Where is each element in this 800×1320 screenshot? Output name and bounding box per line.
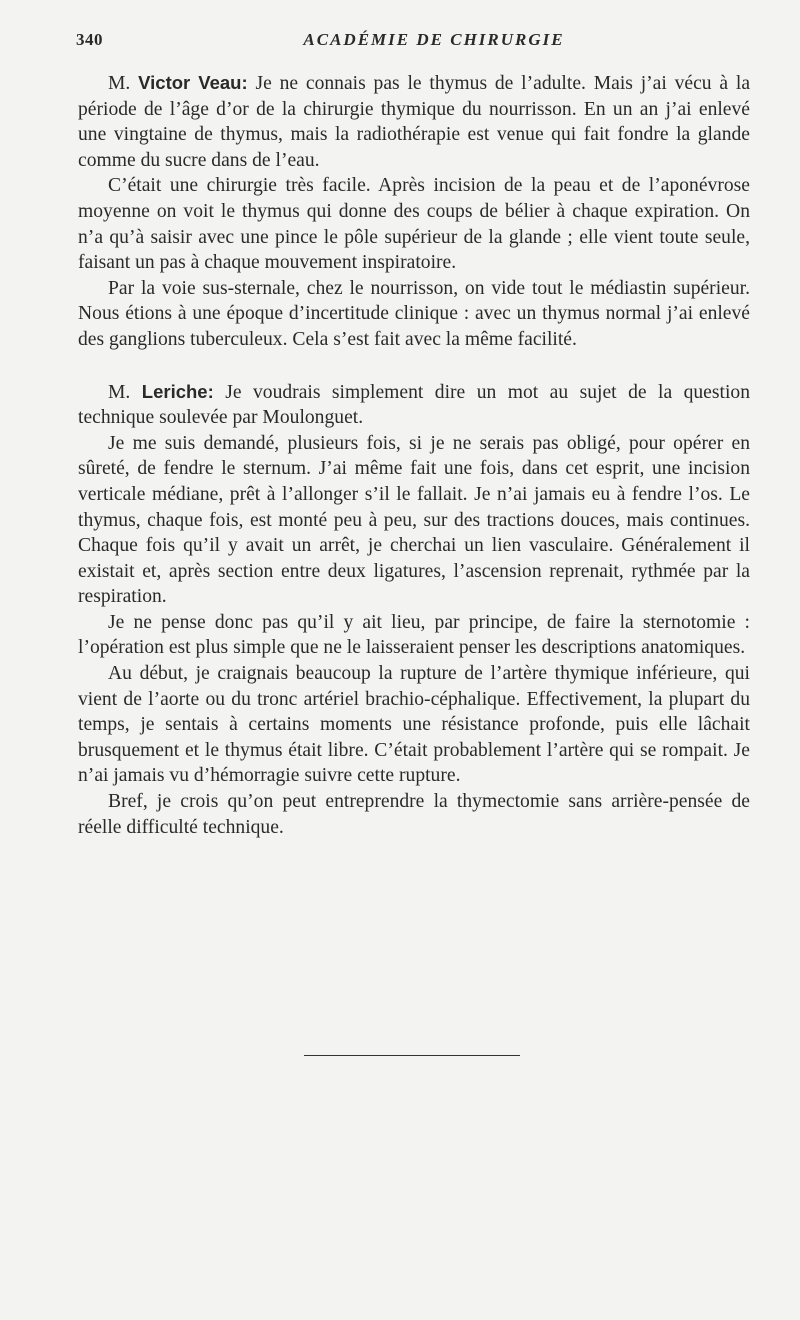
page-number: 340 xyxy=(76,30,103,49)
paragraph: Je me suis demandé, plusieurs fois, si je ne serais pas obligé, pour opérer en sûreté, de fendre le sternum. J’ai même fait une fois, dans cet esprit, une incision verticale médiane, prêt à l’allonger s’il le fallait. Je n’ai jamais eu à fendre l’os. Le thymus, chaque fois, est monté peu à peu, sur des tractions douces, mais continues. Chaque fois qu’il y avait un arrêt, je cherchai un lien vasculaire. Généralement il existait et, après section entre deux ligatures, l’ascension reprenait, rythmée par la respiration. xyxy=(78,432,750,608)
page-header xyxy=(78,30,750,54)
paragraph: Au début, je craignais beaucoup la rupture de l’artère thymique inférieure, qui vient de l’aorte ou du tronc artériel brachio-céphalique. Effectivement, la plupart du temps, je sentais à certains moments une résistance profonde, puis elle lâchait brusquement et le thymus était libre. C’était probablement l’artère qui se rompait. Je n’ai jamais vu d’hémorragie suivre cette rupture. xyxy=(78,663,750,787)
paragraph-text: Je voudrais simplement dire un mot au sujet de la question technique soulevée par Moulonguet. xyxy=(78,381,750,429)
end-rule xyxy=(304,1055,520,1056)
speaker-name: Leriche xyxy=(141,380,208,402)
paragraph: Je ne pense donc pas qu’il y ait lieu, par principe, de faire la sternotomie : l’opération est plus simple que ne le laisseraient penser les descriptions anatomiques. xyxy=(78,611,750,659)
paragraph: M. Victor Veau: Je ne connais pas le thymus de l’adulte. Mais j’ai vécu à la période de l’âge d’or de la chirurgie thymique du nourrisson. En un an j’ai enlevé une vingtaine de thymus, mais la radiothérapie est venue qui fait fondre la glande comme du sucre dans de l’eau. xyxy=(78,72,751,171)
running-title: ACADÉMIE DE CHIRURGIE xyxy=(303,30,565,49)
paragraph: C’était une chirurgie très facile. Après incision de la peau et de l’aponévrose moyenne on voit le thymus qui donne des coups de bélier à chaque expiration. On n’a qu’à saisir avec une pince le pôle supérieur de la glande ; elle vient toute seule, faisant un pas à chaque mouvement inspiratoire. xyxy=(78,175,750,274)
section-veau xyxy=(78,70,750,353)
speaker-prefix: M. xyxy=(108,381,131,403)
section-leriche xyxy=(78,379,750,841)
paragraph: Bref, je crois qu’on peut entreprendre la thymectomie sans arrière-pensée de réelle difficulté technique. xyxy=(78,791,750,838)
document-page xyxy=(78,30,750,840)
paragraph: M. Leriche: Je voudrais simplement dire un mot au sujet de la question technique soulevée par Moulonguet. xyxy=(78,380,750,429)
paragraph-text: Je ne connais pas le thymus de l’adulte. Mais j’ai vécu à la période de l’âge d’or de la chirurgie thymique du nourrisson. En un an j’ai enlevé une vingtaine de thymus, mais la radiothérapie est venue qui fait fondre la glande comme du sucre dans de l’eau. xyxy=(78,73,751,171)
speaker-prefix: M. xyxy=(108,73,131,94)
speaker-name: Victor Veau xyxy=(138,72,242,93)
paragraph: Par la voie sus-sternale, chez le nourrisson, on vide tout le médiastin supérieur. Nous étions à une époque d’incertitude clinique : avec un thymus normal j’ai enlevé des ganglions tuberculeux. Cela s’est fait avec la même facilité. xyxy=(78,277,750,350)
